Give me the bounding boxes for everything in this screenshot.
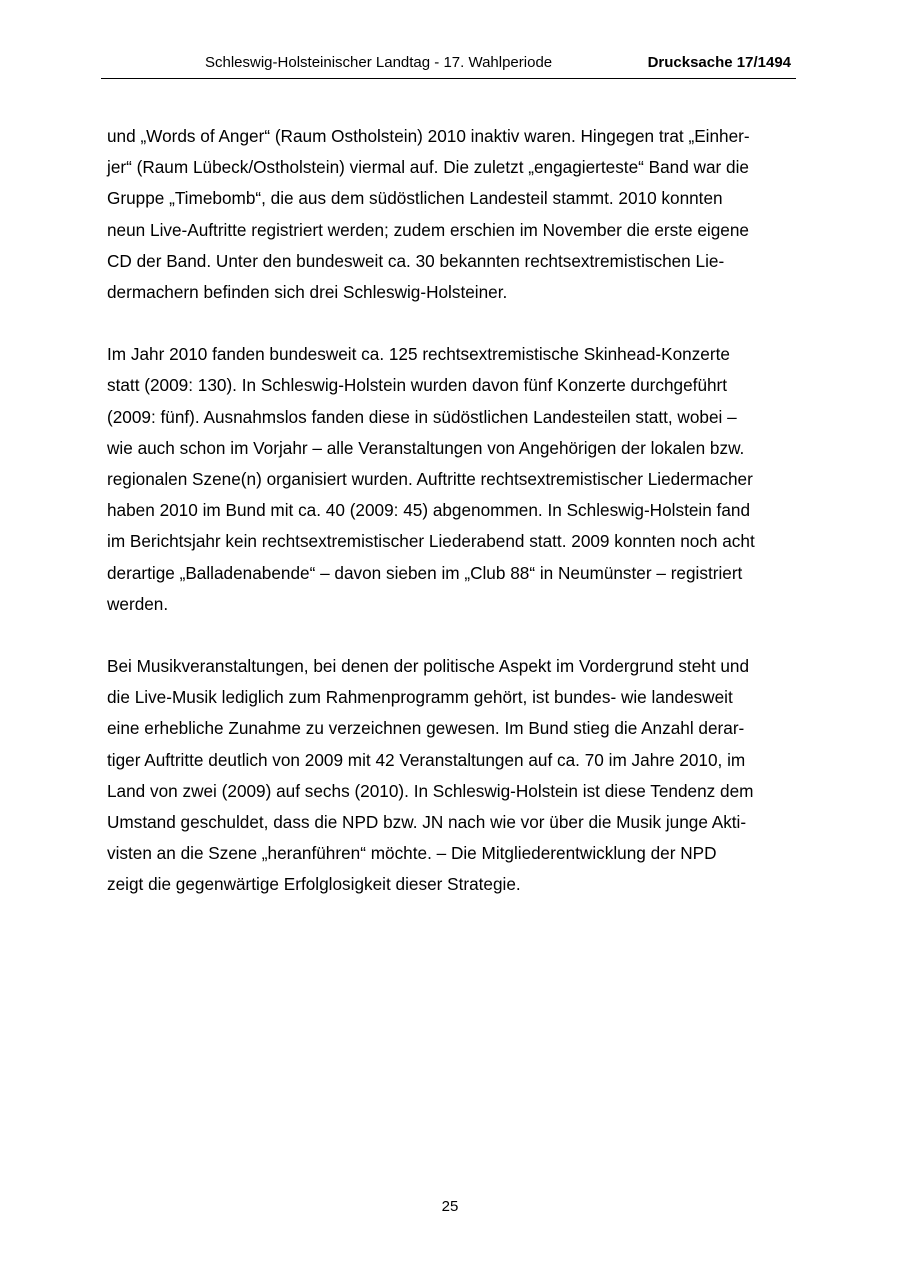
paragraph [107,651,797,901]
body-text [107,121,797,932]
header-title: Schleswig-Holsteinischer Landtag - 17. Wahlperiode [205,54,553,71]
text-line: Im Jahr 2010 fanden bundesweit ca. 125 rechtsextremistische Skinhead-Konzerte [107,344,730,365]
text-line: neun Live-Auftritte registriert werden; zudem erschien im November die erste eigene [107,219,749,240]
text-line: werden. [107,593,169,614]
text-line: zeigt die gegenwärtige Erfolglosigkeit dieser Strategie. [107,874,521,895]
text-line: Gruppe „Timebomb“, die aus dem südöstlichen Landesteil stammt. 2010 konnten [107,188,723,209]
text-line: Umstand geschuldet, dass die NPD bzw. JN nach wie vor über die Musik junge Akti- [107,812,747,833]
text-line: im Berichtsjahr kein rechtsextremistischer Liederabend statt. 2009 konnten noch acht [107,531,755,552]
text-line: tiger Auftritte deutlich von 2009 mit 42 Veranstaltungen auf ca. 70 im Jahre 2010, im [107,749,746,770]
paragraph [107,339,797,620]
text-line: die Live-Musik lediglich zum Rahmenprogramm gehört, ist bundes- wie landesweit [107,687,733,708]
text-line: visten an die Szene „heranführen“ möchte. – Die Mitgliederentwicklung der NPD [107,843,717,864]
document-reference: Drucksache 17/1494 [647,54,791,71]
page-number: 25 [441,1198,459,1215]
text-line: wie auch schon im Vorjahr – alle Veranstaltungen von Angehörigen der lokalen bzw. [107,437,745,458]
page-header [101,52,796,79]
text-line: Bei Musikveranstaltungen, bei denen der politische Aspekt im Vordergrund steht und [107,656,750,677]
text-line: und „Words of Anger“ (Raum Ostholstein) 2010 inaktiv waren. Hingegen trat „Einher- [107,126,750,146]
text-line: CD der Band. Unter den bundesweit ca. 30 bekannten rechtsextremistischen Lie- [107,250,725,271]
text-line: eine erhebliche Zunahme zu verzeichnen gewesen. Im Bund stieg die Anzahl derar- [107,718,745,739]
text-line: Land von zwei (2009) auf sechs (2010). In Schleswig-Holstein ist diese Tendenz dem [107,780,754,801]
text-line: statt (2009: 130). In Schleswig-Holstein wurden davon fünf Konzerte durchgeführt [107,375,728,396]
text-line: haben 2010 im Bund mit ca. 40 (2009: 45) abgenommen. In Schleswig-Holstein fand [107,500,751,521]
paragraph [107,121,797,308]
text-line: (2009: fünf). Ausnahmslos fanden diese in südöstlichen Landesteilen statt, wobei – [107,406,737,427]
text-line: dermachern befinden sich drei Schleswig-Holsteiner. [107,282,508,303]
text-line: derartige „Balladenabende“ – davon sieben im „Club 88“ in Neumünster – registriert [107,562,743,583]
text-line: regionalen Szene(n) organisiert wurden. Auftritte rechtsextremistischer Liedermacher [107,469,753,490]
text-line: jer“ (Raum Lübeck/Ostholstein) viermal auf. Die zuletzt „engagierteste“ Band war die [107,157,749,178]
